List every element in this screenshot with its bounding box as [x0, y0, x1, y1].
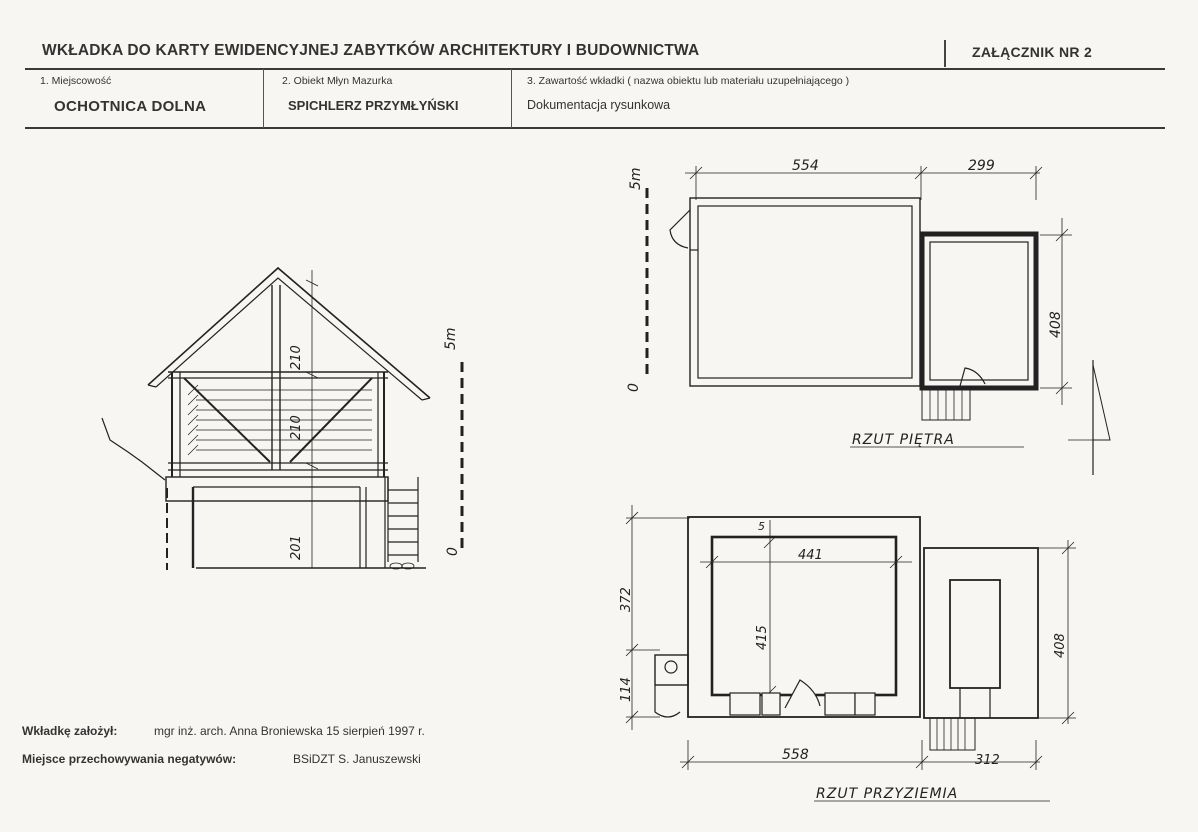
ground-dim-main: 558	[782, 747, 809, 763]
upper-dim-depth: 408	[1048, 311, 1064, 338]
object-value: SPICHLERZ PRZYMŁYŃSKI	[288, 98, 459, 113]
upper-floor-plan-drawing	[647, 166, 1110, 475]
content-label: 3. Zawartość wkładki ( nazwa obiektu lub materiału uzupełniającego )	[527, 75, 850, 87]
upper-scale-max: 5m	[628, 167, 644, 190]
section-scale-min: 0	[445, 547, 461, 556]
ground-dim-wall: 5	[758, 520, 765, 533]
ground-dim-annex: 312	[975, 753, 1000, 768]
annex-number: ZAŁĄCZNIK NR 2	[972, 44, 1093, 60]
locality-label: 1. Miejscowość	[40, 75, 112, 87]
ground-dim-left-upper: 372	[619, 587, 634, 612]
upper-scale-min: 0	[626, 383, 642, 392]
negatives-location-value: BSiDZT S. Januszewski	[293, 752, 421, 766]
document-title: WKŁADKA DO KARTY EWIDENCYJNEJ ZABYTKÓW ARCHITEKTURY I BUDOWNICTWA	[42, 42, 700, 59]
content-value: Dokumentacja rysunkowa	[527, 98, 671, 112]
section-dim-upper: 210	[289, 415, 304, 440]
section-scale-max: 5m	[443, 327, 459, 350]
section-dim-ground: 201	[289, 535, 304, 560]
founder-value: mgr inż. arch. Anna Broniewska 15 sierpień 1997 r.	[154, 724, 425, 738]
ground-floor-caption: RZUT PRZYZIEMIA	[816, 786, 959, 802]
object-label: 2. Obiekt Młyn Mazurka	[282, 75, 393, 87]
negatives-location-label: Miejsce przechowywania negatywów:	[22, 752, 237, 766]
section-dim-roof: 210	[289, 345, 304, 370]
locality-value: OCHOTNICA DOLNA	[54, 98, 207, 115]
ground-dim-left-lower: 114	[619, 677, 634, 702]
ground-dim-inner-depth: 415	[755, 625, 770, 650]
upper-dim-main: 554	[792, 158, 819, 174]
cross-section-drawing	[102, 268, 462, 570]
upper-dim-annex: 299	[968, 158, 995, 174]
founder-label: Wkładkę założył:	[22, 724, 118, 738]
upper-floor-caption: RZUT PIĘTRA	[852, 432, 955, 448]
ground-dim-annex-depth: 408	[1053, 633, 1068, 658]
ground-floor-plan-drawing	[626, 505, 1076, 801]
ground-dim-inner-width: 441	[798, 548, 823, 563]
